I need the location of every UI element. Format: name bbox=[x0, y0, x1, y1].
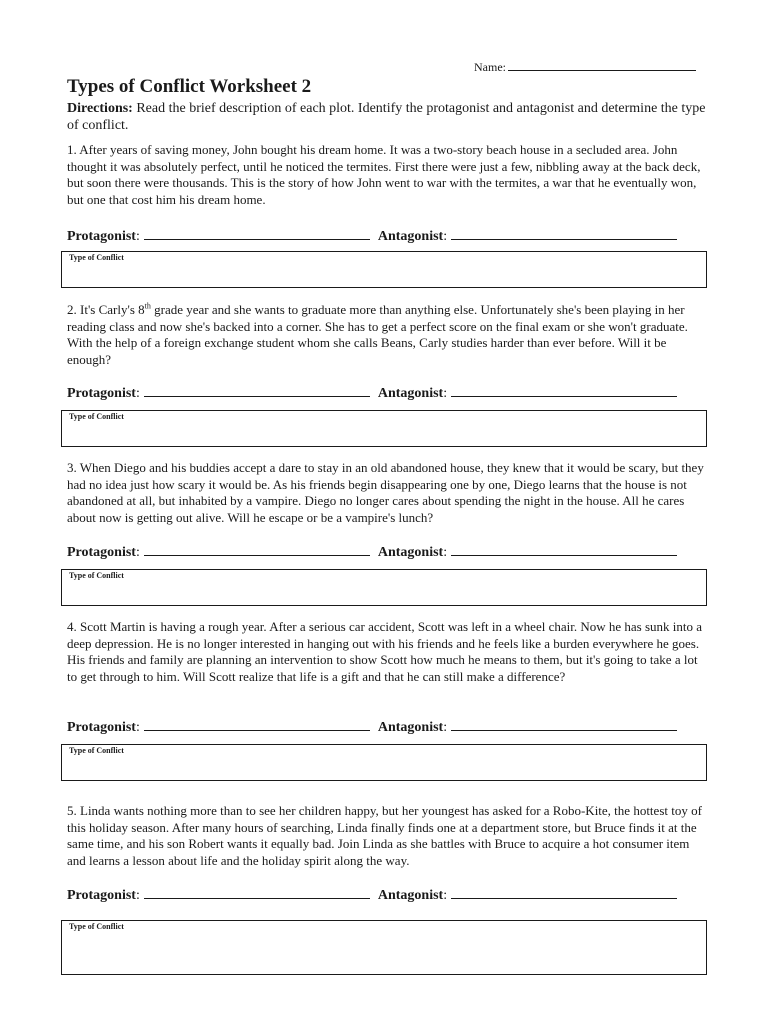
conflict-box-label: Type of Conflict bbox=[69, 922, 124, 931]
protagonist-label: Protagonist bbox=[67, 229, 136, 244]
question-2-text-start: 2. It's Carly's 8 bbox=[67, 302, 145, 317]
question-1-text: 1. After years of saving money, John bought his dream home. It was a two-story beach house in a secluded area. John thought it was absolutely perfect, until he noticed the termites. First there were just a few, nibbling away at the back deck, but soon there were thousands. This is the story of how John went to war with the termites, a war that he eventually won, but one that cost him his dream home. bbox=[67, 142, 701, 207]
protagonist-label: Protagonist bbox=[67, 720, 136, 735]
question-4-answer-row bbox=[67, 718, 707, 738]
protagonist-blank-4[interactable] bbox=[144, 718, 370, 731]
question-1-answer-row bbox=[67, 227, 707, 247]
ordinal-superscript: th bbox=[144, 301, 151, 311]
question-5-answer-row bbox=[67, 886, 707, 906]
antagonist-blank-5[interactable] bbox=[451, 886, 677, 899]
colon: : bbox=[443, 720, 448, 735]
conflict-box-label: Type of Conflict bbox=[69, 571, 124, 580]
protagonist-blank-3[interactable] bbox=[144, 543, 370, 556]
conflict-box-1[interactable] bbox=[61, 251, 707, 288]
question-4-text: 4. Scott Martin is having a rough year. After a serious car accident, Scott was left in a wheel chair. Now he has sunk into a deep depression. He is no longer interested in hanging out with his friends and he feels like a burden everywhere he goes. His friends and family are planning an intervention to show Scott how much he means to them, but it's going to take a lot to get through to him. Will Scott realize that life is a gift and that he can still make a difference? bbox=[67, 619, 703, 684]
antagonist-blank-3[interactable] bbox=[451, 543, 677, 556]
protagonist-blank-5[interactable] bbox=[144, 886, 370, 899]
antagonist-blank-4[interactable] bbox=[451, 718, 677, 731]
directions-label: Directions: bbox=[67, 101, 133, 116]
protagonist-label: Protagonist bbox=[67, 386, 136, 401]
conflict-box-5[interactable] bbox=[61, 920, 707, 975]
question-2-answer-row bbox=[67, 384, 707, 404]
colon: : bbox=[135, 888, 140, 903]
antagonist-label: Antagonist bbox=[377, 229, 444, 244]
antagonist-blank-2[interactable] bbox=[451, 384, 677, 397]
colon: : bbox=[443, 545, 448, 560]
protagonist-blank-1[interactable] bbox=[144, 227, 370, 240]
conflict-box-2[interactable] bbox=[61, 410, 707, 447]
question-5-text: 5. Linda wants nothing more than to see her children happy, but her youngest has asked for a Robo-Kite, the hottest toy of this holiday season. After many hours of searching, Linda finally finds one at a department store, but Bruce finds it at the same time, and his son Robert wants it equally bad. Join Linda as she battles with Bruce to acquire a hot consumer item and learns a lesson about life and the holiday spirit along the way. bbox=[67, 803, 702, 868]
protagonist-blank-2[interactable] bbox=[144, 384, 370, 397]
antagonist-label: Antagonist bbox=[377, 720, 444, 735]
name-label: Name: bbox=[474, 60, 506, 74]
directions bbox=[67, 100, 707, 134]
colon: : bbox=[135, 386, 140, 401]
conflict-box-4[interactable] bbox=[61, 744, 707, 781]
conflict-box-3[interactable] bbox=[61, 569, 707, 606]
antagonist-label: Antagonist bbox=[377, 386, 444, 401]
name-field[interactable] bbox=[474, 58, 696, 75]
conflict-box-label: Type of Conflict bbox=[69, 412, 124, 421]
worksheet-title: Types of Conflict Worksheet 2 bbox=[67, 76, 312, 97]
question-3-text: 3. When Diego and his buddies accept a dare to stay in an old abandoned house, they knew that it would be scary, but they had no idea just how scary it would be. As his friends begin disappearing one by one, Diego learns that the house is not abandoned at all, but inhabited by a vampire. Diego no longer cares about spending the night in the house. All he cares about now is getting out alive. Will he escape or be a vampire's lunch? bbox=[67, 460, 704, 525]
name-blank-line[interactable] bbox=[508, 58, 696, 71]
question-2-text bbox=[67, 302, 707, 368]
directions-text: Read the brief description of each plot. Identify the protagonist and antagonist and determine the type of conflict. bbox=[67, 101, 706, 133]
conflict-box-label: Type of Conflict bbox=[69, 746, 124, 755]
conflict-box-label: Type of Conflict bbox=[69, 253, 124, 262]
question-3-answer-row bbox=[67, 543, 707, 563]
colon: : bbox=[135, 229, 140, 244]
colon: : bbox=[443, 386, 448, 401]
colon: : bbox=[443, 888, 448, 903]
protagonist-label: Protagonist bbox=[67, 545, 136, 560]
colon: : bbox=[135, 545, 140, 560]
antagonist-label: Antagonist bbox=[377, 888, 444, 903]
colon: : bbox=[443, 229, 448, 244]
antagonist-blank-1[interactable] bbox=[451, 227, 677, 240]
antagonist-label: Antagonist bbox=[377, 545, 444, 560]
colon: : bbox=[135, 720, 140, 735]
protagonist-label: Protagonist bbox=[67, 888, 136, 903]
question-2-text-end: grade year and she wants to graduate more than anything else. Unfortunately she's been playing in her reading class and now she's backed into a corner. She has to get a perfect score on the final exam or she won't graduate. With the help of a foreign exchange student whom she calls Beans, Carly studies harder than ever before. Will it be enough? bbox=[67, 302, 688, 367]
